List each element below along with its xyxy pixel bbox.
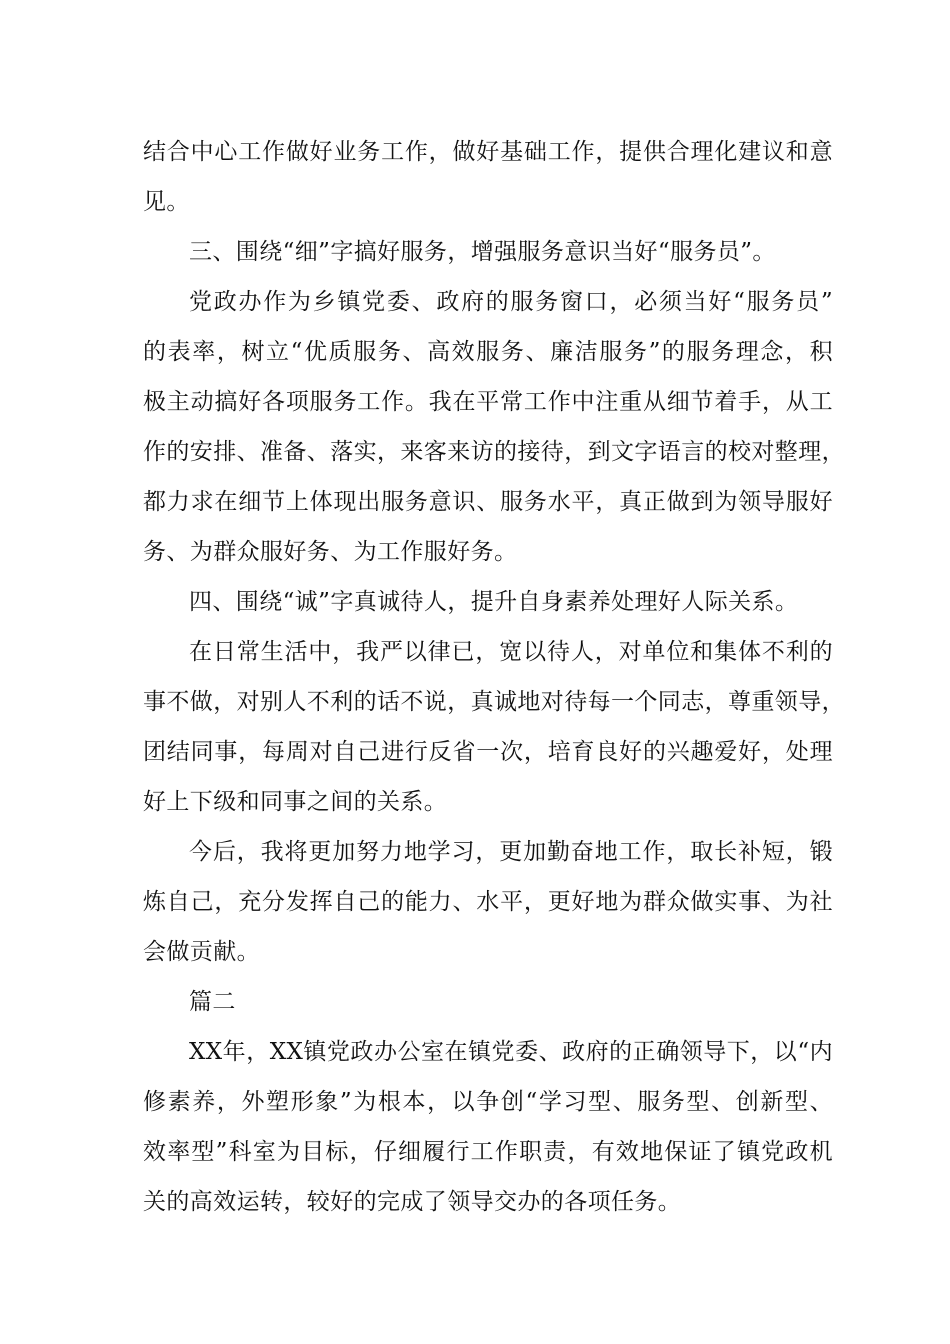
text-line: 会做贡献。 (143, 939, 260, 965)
text-line: 都力求在细节上体现出服务意识、服务水平，真正做到为领导服好 (143, 489, 833, 515)
text-line: 在日常生活中，我严以律已，宽以待人，对单位和集体不利的 (189, 639, 833, 665)
text-line: 好上下级和同事之间的关系。 (143, 789, 448, 815)
text-line: 的表率，树立“优质服务、高效服务、廉洁服务”的服务理念，积 (143, 339, 833, 365)
text-line: 极主动搞好各项服务工作。我在平常工作中注重从细节着手，从工 (143, 389, 833, 415)
section-title: 篇二 (189, 989, 236, 1015)
text-line: 炼自己，充分发挥自己的能力、水平，更好地为群众做实事、为社 (143, 889, 833, 915)
text-line: 务、为群众服好务、为工作服好务。 (143, 539, 518, 565)
text-line: 关的高效运转，较好的完成了领导交办的各项任务。 (143, 1189, 682, 1215)
text-line: 效率型”科室为目标，仔细履行工作职责，有效地保证了镇党政机 (143, 1139, 833, 1165)
text-line: 党政办作为乡镇党委、政府的服务窗口，必须当好“服务员” (189, 289, 833, 315)
text-line: 事不做，对别人不利的话不说，真诚地对待每一个同志，尊重领导， (143, 689, 845, 715)
text-line: 团结同事，每周对自己进行反省一次，培育良好的兴趣爱好，处理 (143, 739, 833, 765)
text-line: 结合中心工作做好业务工作，做好基础工作，提供合理化建议和意 (143, 139, 833, 165)
text-line: 今后，我将更加努力地学习，更加勤奋地工作，取长补短，锻 (189, 839, 833, 865)
text-line: 作的安排、准备、落实，来客来访的接待，到文字语言的校对整理， (143, 439, 845, 465)
text-line: 修素养，外塑形象”为根本，以争创“学习型、服务型、创新型、 (143, 1089, 833, 1115)
text-line: 见。 (143, 189, 190, 215)
text-line: XX年，XX镇党政办公室在镇党委、政府的正确领导下，以“内 (189, 1039, 833, 1065)
section-heading: 四、围绕“诚”字真诚待人，提升自身素养处理好人际关系。 (189, 589, 799, 615)
section-heading: 三、围绕“细”字搞好服务，增强服务意识当好“服务员”。 (189, 239, 776, 265)
